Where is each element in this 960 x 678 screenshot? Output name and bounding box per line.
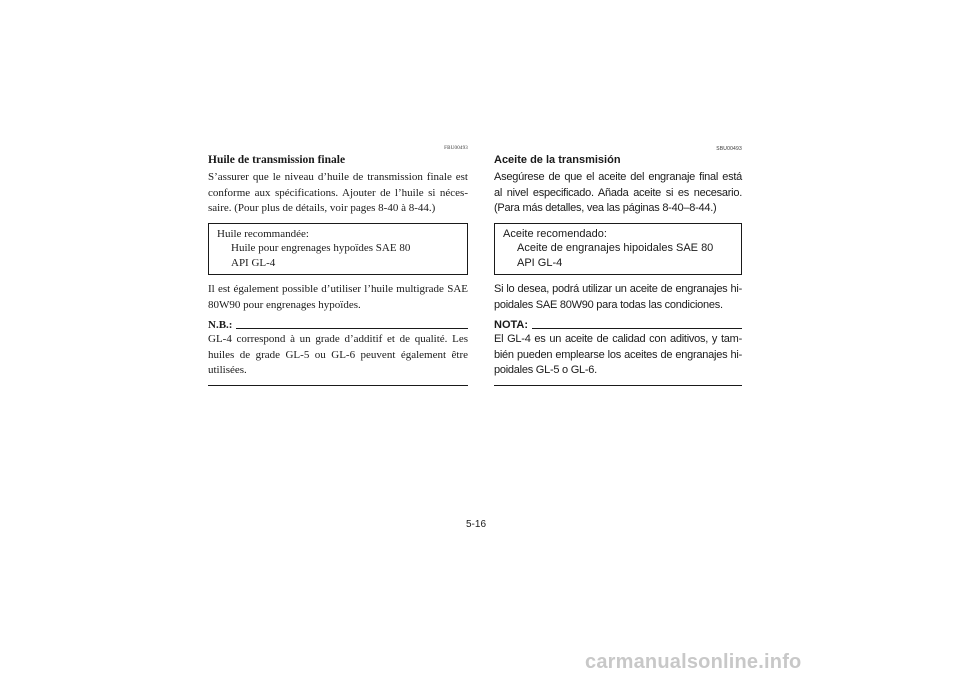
note-header — [494, 318, 742, 332]
recommended-oil-box — [494, 223, 742, 276]
section-code: FBU00493 — [444, 146, 468, 151]
box-line-grade: API GL-4 — [231, 256, 276, 269]
french-column — [208, 146, 468, 386]
recommended-oil-box — [208, 223, 468, 276]
end-rule — [494, 385, 742, 386]
note-label: NOTA: — [494, 319, 529, 331]
note-rule — [236, 328, 468, 329]
section-title: Aceite de la transmisión — [494, 154, 621, 166]
alternative-oil-paragraph: Si lo desea, podrá utilizar un aceite de engranajes hi-poidales SAE 80W90 para todas las condiciones. — [494, 283, 742, 311]
alternative-oil-paragraph: Il est également possible d’utiliser l’huile multigrade SAE 80W90 pour engrenages hypoïdes. — [208, 283, 468, 311]
watermark: carmanualsonline.info — [585, 651, 802, 673]
box-title: Huile recommandée: — [217, 227, 309, 240]
box-line-oil-type: Huile pour engrenages hypoïdes SAE 80 — [231, 242, 411, 254]
end-rule — [208, 385, 468, 386]
note-text: GL-4 correspond à un grade d’additif et de qualité. Les huiles de grade GL-5 ou GL-6 peuvent également être utilisées. — [208, 333, 468, 376]
intro-paragraph: Asegúrese de que el aceite del engranaje final está al nivel especificado. Añada aceite si es necesario. (Para más detalles, vea las páginas 8-40–8-44.) — [494, 171, 742, 214]
page-number: 5-16 — [466, 519, 487, 530]
box-line-grade: API GL-4 — [517, 256, 563, 269]
note-rule — [532, 328, 742, 329]
section-title: Huile de transmission finale — [208, 154, 346, 166]
section-code: SBU00493 — [716, 146, 742, 152]
spanish-column — [494, 146, 742, 386]
intro-paragraph: S’assurer que le niveau d’huile de transmission finale est conforme aux spécifications. Ajouter de l’huile si néces-saire. (Pour plus de détails, voir pages 8-40 à 8-44.) — [208, 171, 468, 214]
box-line-oil-type: Aceite de engranajes hipoidales SAE 80 — [517, 242, 714, 254]
note-header — [208, 318, 468, 332]
box-title: Aceite recomendado: — [503, 227, 607, 240]
note-text: El GL-4 es un aceite de calidad con aditivos, y tam-bién pueden emplearse los aceites de engranajes hi-poidales GL-5 o GL-6. — [494, 333, 742, 376]
note-label: N.B.: — [208, 319, 233, 331]
